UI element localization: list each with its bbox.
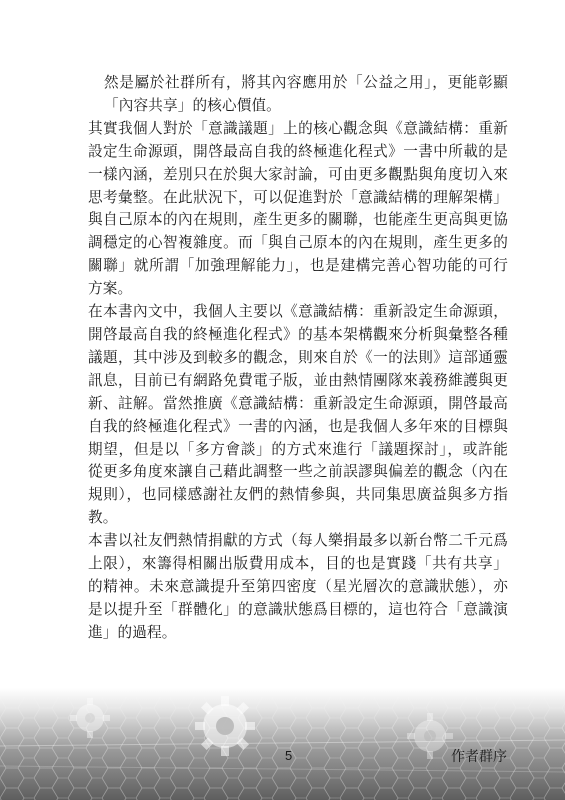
section-label: 作者群序 <box>451 749 507 765</box>
hexagon-gear-pattern <box>0 688 565 800</box>
body-text <box>88 72 508 645</box>
paragraph-core-concepts: 其實我個人對於「意識議題」上的核心觀念與《意識結構：重新設定生命源頭，開啓最高自我的終極進化程式》一書中所載的是一樣內涵，差別只在於與大家討論，可由更多觀點與角度切入來思考彙整。在此狀況下，可以促進對於「意識結構的理解架構」與自己原本的內在規則，產生更多的關聯，也能產生更高與更協調穩定的心智複雜度。而「與自己原本的內在規則，產生更多的關聯」就所謂「加強理解能力」，也是建構完善心智功能的可行方案。 <box>88 119 508 298</box>
gear-icon <box>195 696 255 756</box>
footer-decoration <box>0 688 565 800</box>
page-number: 5 <box>285 748 293 763</box>
paragraph-book-structure: 在本書內文中，我個人主要以《意識結構：重新設定生命源頭，開啓最高自我的終極進化程式》的基本架構觀來分析與彙整各種議題，其中涉及到較多的觀念，則來自於《一的法則》這部通靈訊息，目前已有網路免費電子版，並由熱情團隊來義務維護與更新、註解。當然推廣《意識結構：重新設定生命源頭，開啓最高自我的終極進化程式》一書的內涵，也是我個人多年來的目標與期望，但是以「多方會談」的方式來進行「議題探討」，或許能從更多角度來讓自己藉此調整一些之前誤謬與偏差的觀念（內在規則），也同樣感謝社友們的熱情參與，共同集思廣益與多方指教。 <box>88 303 508 527</box>
paragraph-continuation: 然是屬於社群所有，將其內容應用於「公益之用」，更能彰顯「內容共享」的核心價值。 <box>104 74 508 114</box>
paragraph-funding: 本書以社友們熱情捐獻的方式（每人樂捐最多以新台幣二千元爲上限），來籌得相關出版費用成本，目的也是實踐「共有共享」的精神。未來意識提升至第四密度（星光層次的意識狀態），亦是以提升至「群體化」的意識狀態爲目標的，這也符合「意識演進」的過程。 <box>88 532 508 641</box>
